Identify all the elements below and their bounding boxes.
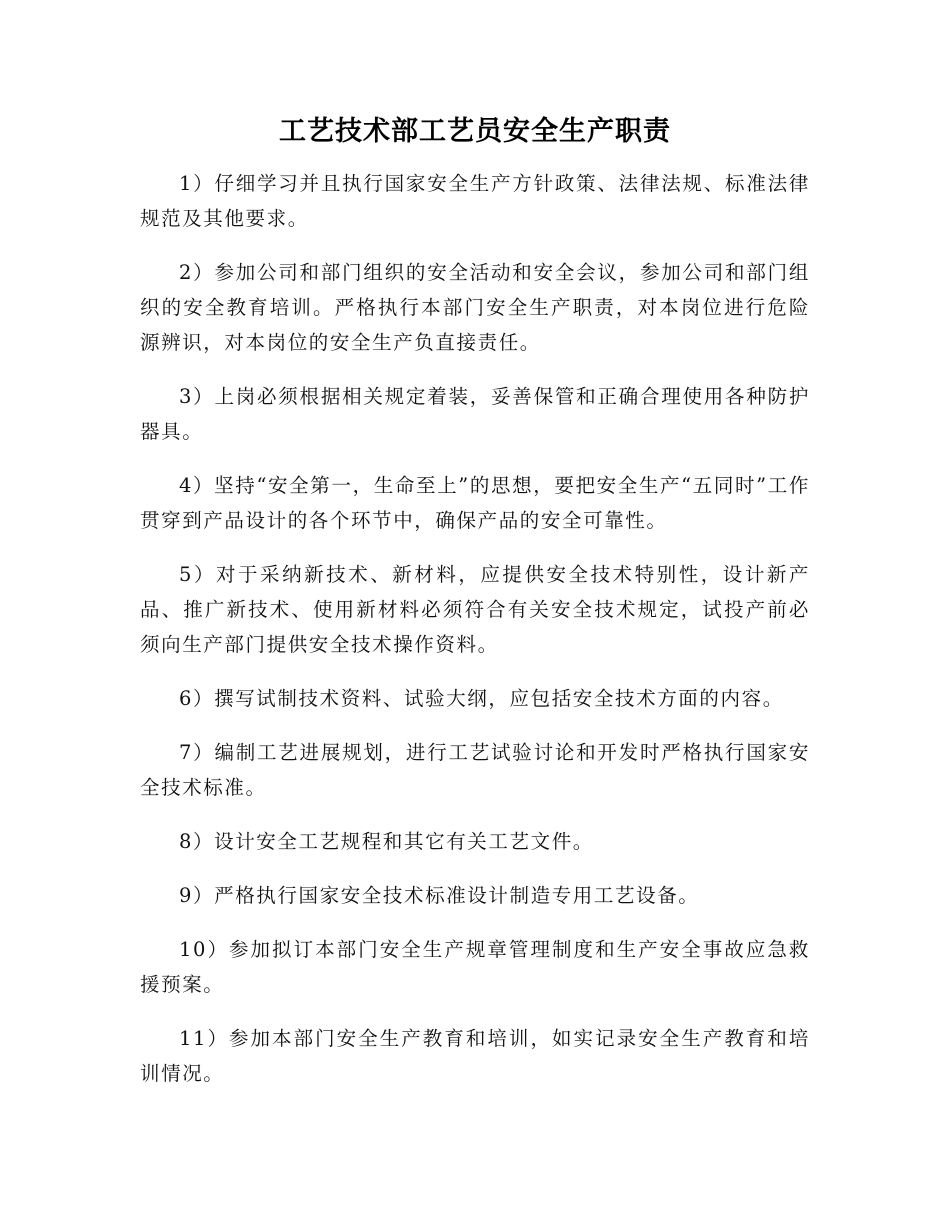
duty-item-4: 4）坚持“安全第一，生命至上”的思想，要把安全生产“五同时”工作贯穿到产品设计的各个环节中，确保产品的安全可靠性。 — [140, 474, 810, 532]
duty-item-6: 6）撰写试制技术资料、试验大纲，应包括安全技术方面的内容。 — [179, 687, 784, 710]
duty-item-8: 8）设计安全工艺规程和其它有关工艺文件。 — [179, 830, 594, 853]
duty-item-11: 11）参加本部门安全生产教育和培训，如实记录安全生产教育和培训情况。 — [140, 1027, 810, 1085]
duty-item-7: 7）编制工艺进展规划，进行工艺试验讨论和开发时严格执行国家安全技术标准。 — [140, 741, 810, 799]
duty-item-1: 1）仔细学习并且执行国家安全生产方针政策、法律法规、标准法律规范及其他要求。 — [140, 172, 810, 230]
document-title: 工艺技术部工艺员安全生产职责 — [279, 116, 671, 147]
duty-item-9: 9）严格执行国家安全技术标准设计制造专用工艺设备。 — [179, 884, 700, 907]
duty-item-2: 2）参加公司和部门组织的安全活动和安全会议，参加公司和部门组织的安全教育培训。严格执行本部门安全生产职责，对本岗位进行危险源辨识，对本岗位的安全生产负直接责任。 — [140, 261, 810, 354]
duty-item-3: 3）上岗必须根据相关规定着装，妥善保管和正确合理使用各种防护器具。 — [140, 385, 810, 443]
duty-item-5: 5）对于采纳新技术、新材料，应提供安全技术特别性，设计新产品、推广新技术、使用新材料必须符合有关安全技术规定，试投产前必须向生产部门提供安全技术操作资料。 — [140, 563, 810, 656]
duty-item-10: 10）参加拟订本部门安全生产规章管理制度和生产安全事故应急救援预案。 — [140, 938, 810, 996]
